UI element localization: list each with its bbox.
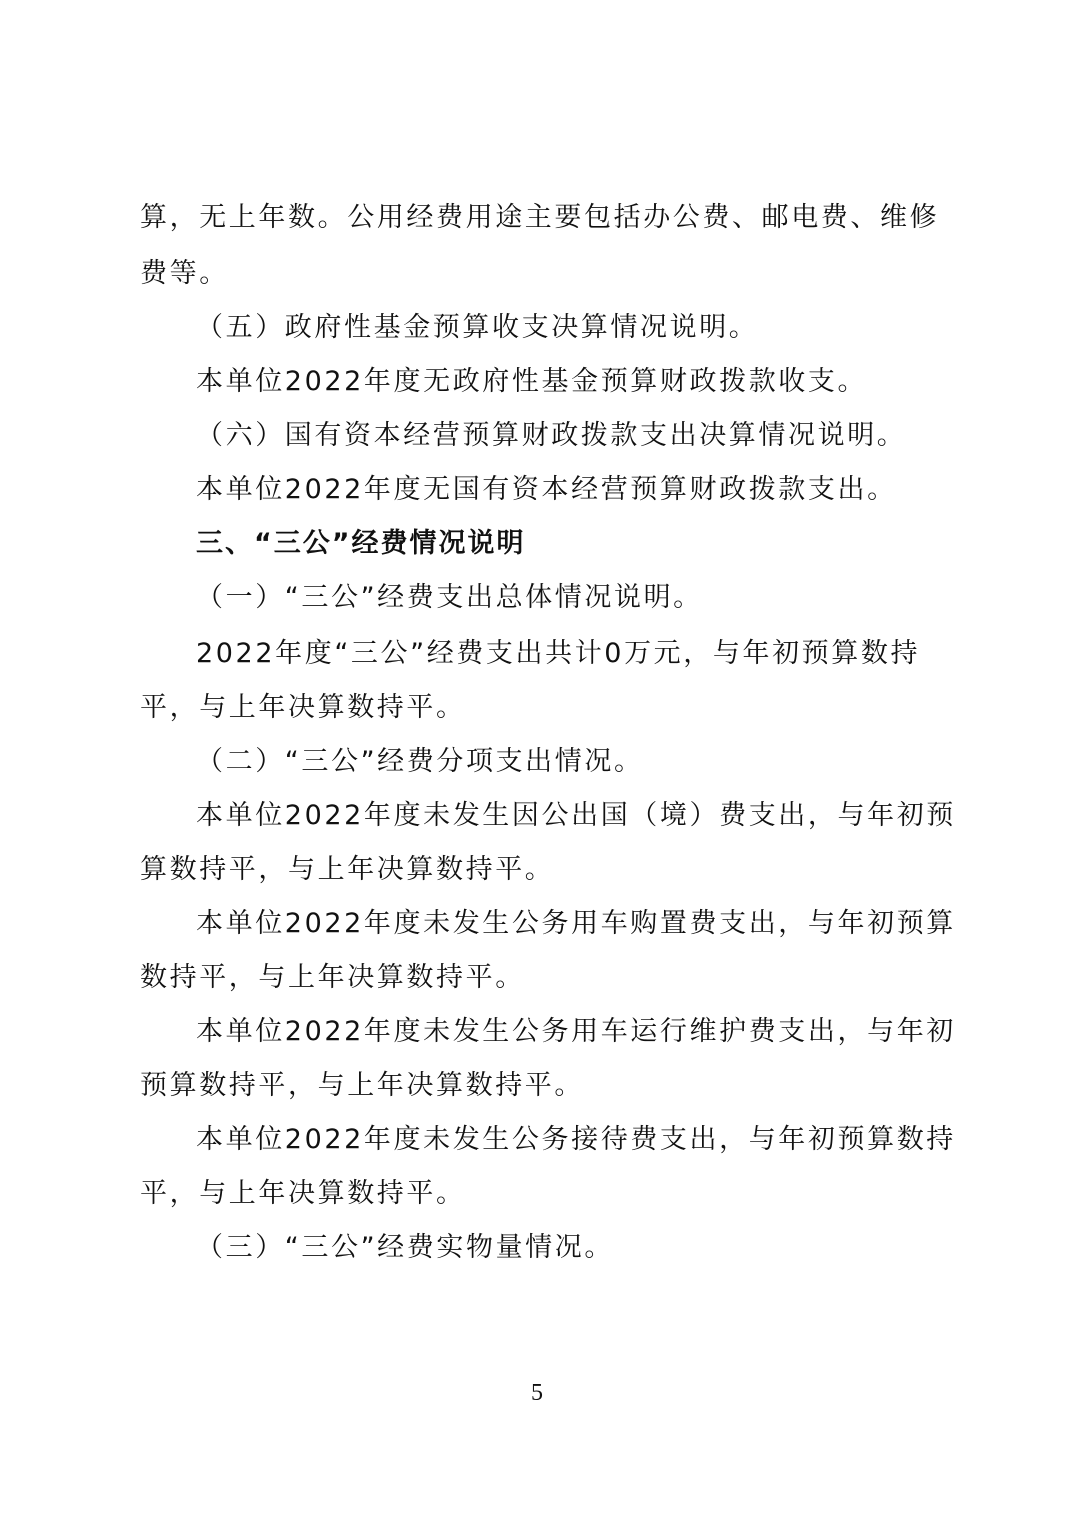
body-line-state-capital: 本单位2022年度无国有资本经营预算财政拨款支出。 bbox=[196, 474, 897, 505]
body-line-vehicle-operation-cont: 预算数持平，与上年决算数持平。 bbox=[140, 1070, 584, 1101]
page-number: 5 bbox=[531, 1380, 543, 1406]
body-line-vehicle-purchase: 本单位2022年度未发生公务用车购置费支出，与年初预算 bbox=[196, 908, 956, 939]
body-line-overseas: 本单位2022年度未发生因公出国（境）费支出，与年初预 bbox=[196, 800, 956, 831]
subsection-heading-2: （二）“三公”经费分项支出情况。 bbox=[196, 746, 644, 777]
body-line-vehicle-purchase-cont: 数持平，与上年决算数持平。 bbox=[140, 962, 525, 993]
body-line-reception: 本单位2022年度未发生公务接待费支出，与年初预算数持 bbox=[196, 1124, 956, 1155]
body-line-gov-fund: 本单位2022年度无政府性基金预算财政拨款收支。 bbox=[196, 366, 868, 397]
body-line-vehicle-operation: 本单位2022年度未发生公务用车运行维护费支出，与年初 bbox=[196, 1016, 956, 1047]
subsection-heading-3: （三）“三公”经费实物量情况。 bbox=[196, 1232, 614, 1263]
body-line-total-expense: 2022年度“三公”经费支出共计0万元，与年初预算数持 bbox=[196, 638, 921, 669]
subsection-heading-6: （六）国有资本经营预算财政拨款支出决算情况说明。 bbox=[196, 420, 907, 451]
body-line-public-expense-use: 算，无上年数。公用经费用途主要包括办公费、邮电费、维修 bbox=[140, 202, 940, 233]
subsection-heading-1: （一）“三公”经费支出总体情况说明。 bbox=[196, 582, 703, 613]
body-line-continuation: 费等。 bbox=[140, 258, 229, 289]
body-line-total-expense-cont: 平，与上年决算数持平。 bbox=[140, 692, 466, 723]
subsection-heading-5: （五）政府性基金预算收支决算情况说明。 bbox=[196, 312, 759, 343]
section-heading-3: 三、“三公”经费情况说明 bbox=[196, 528, 526, 559]
body-line-reception-cont: 平，与上年决算数持平。 bbox=[140, 1178, 466, 1209]
body-line-overseas-cont: 算数持平，与上年决算数持平。 bbox=[140, 854, 555, 885]
